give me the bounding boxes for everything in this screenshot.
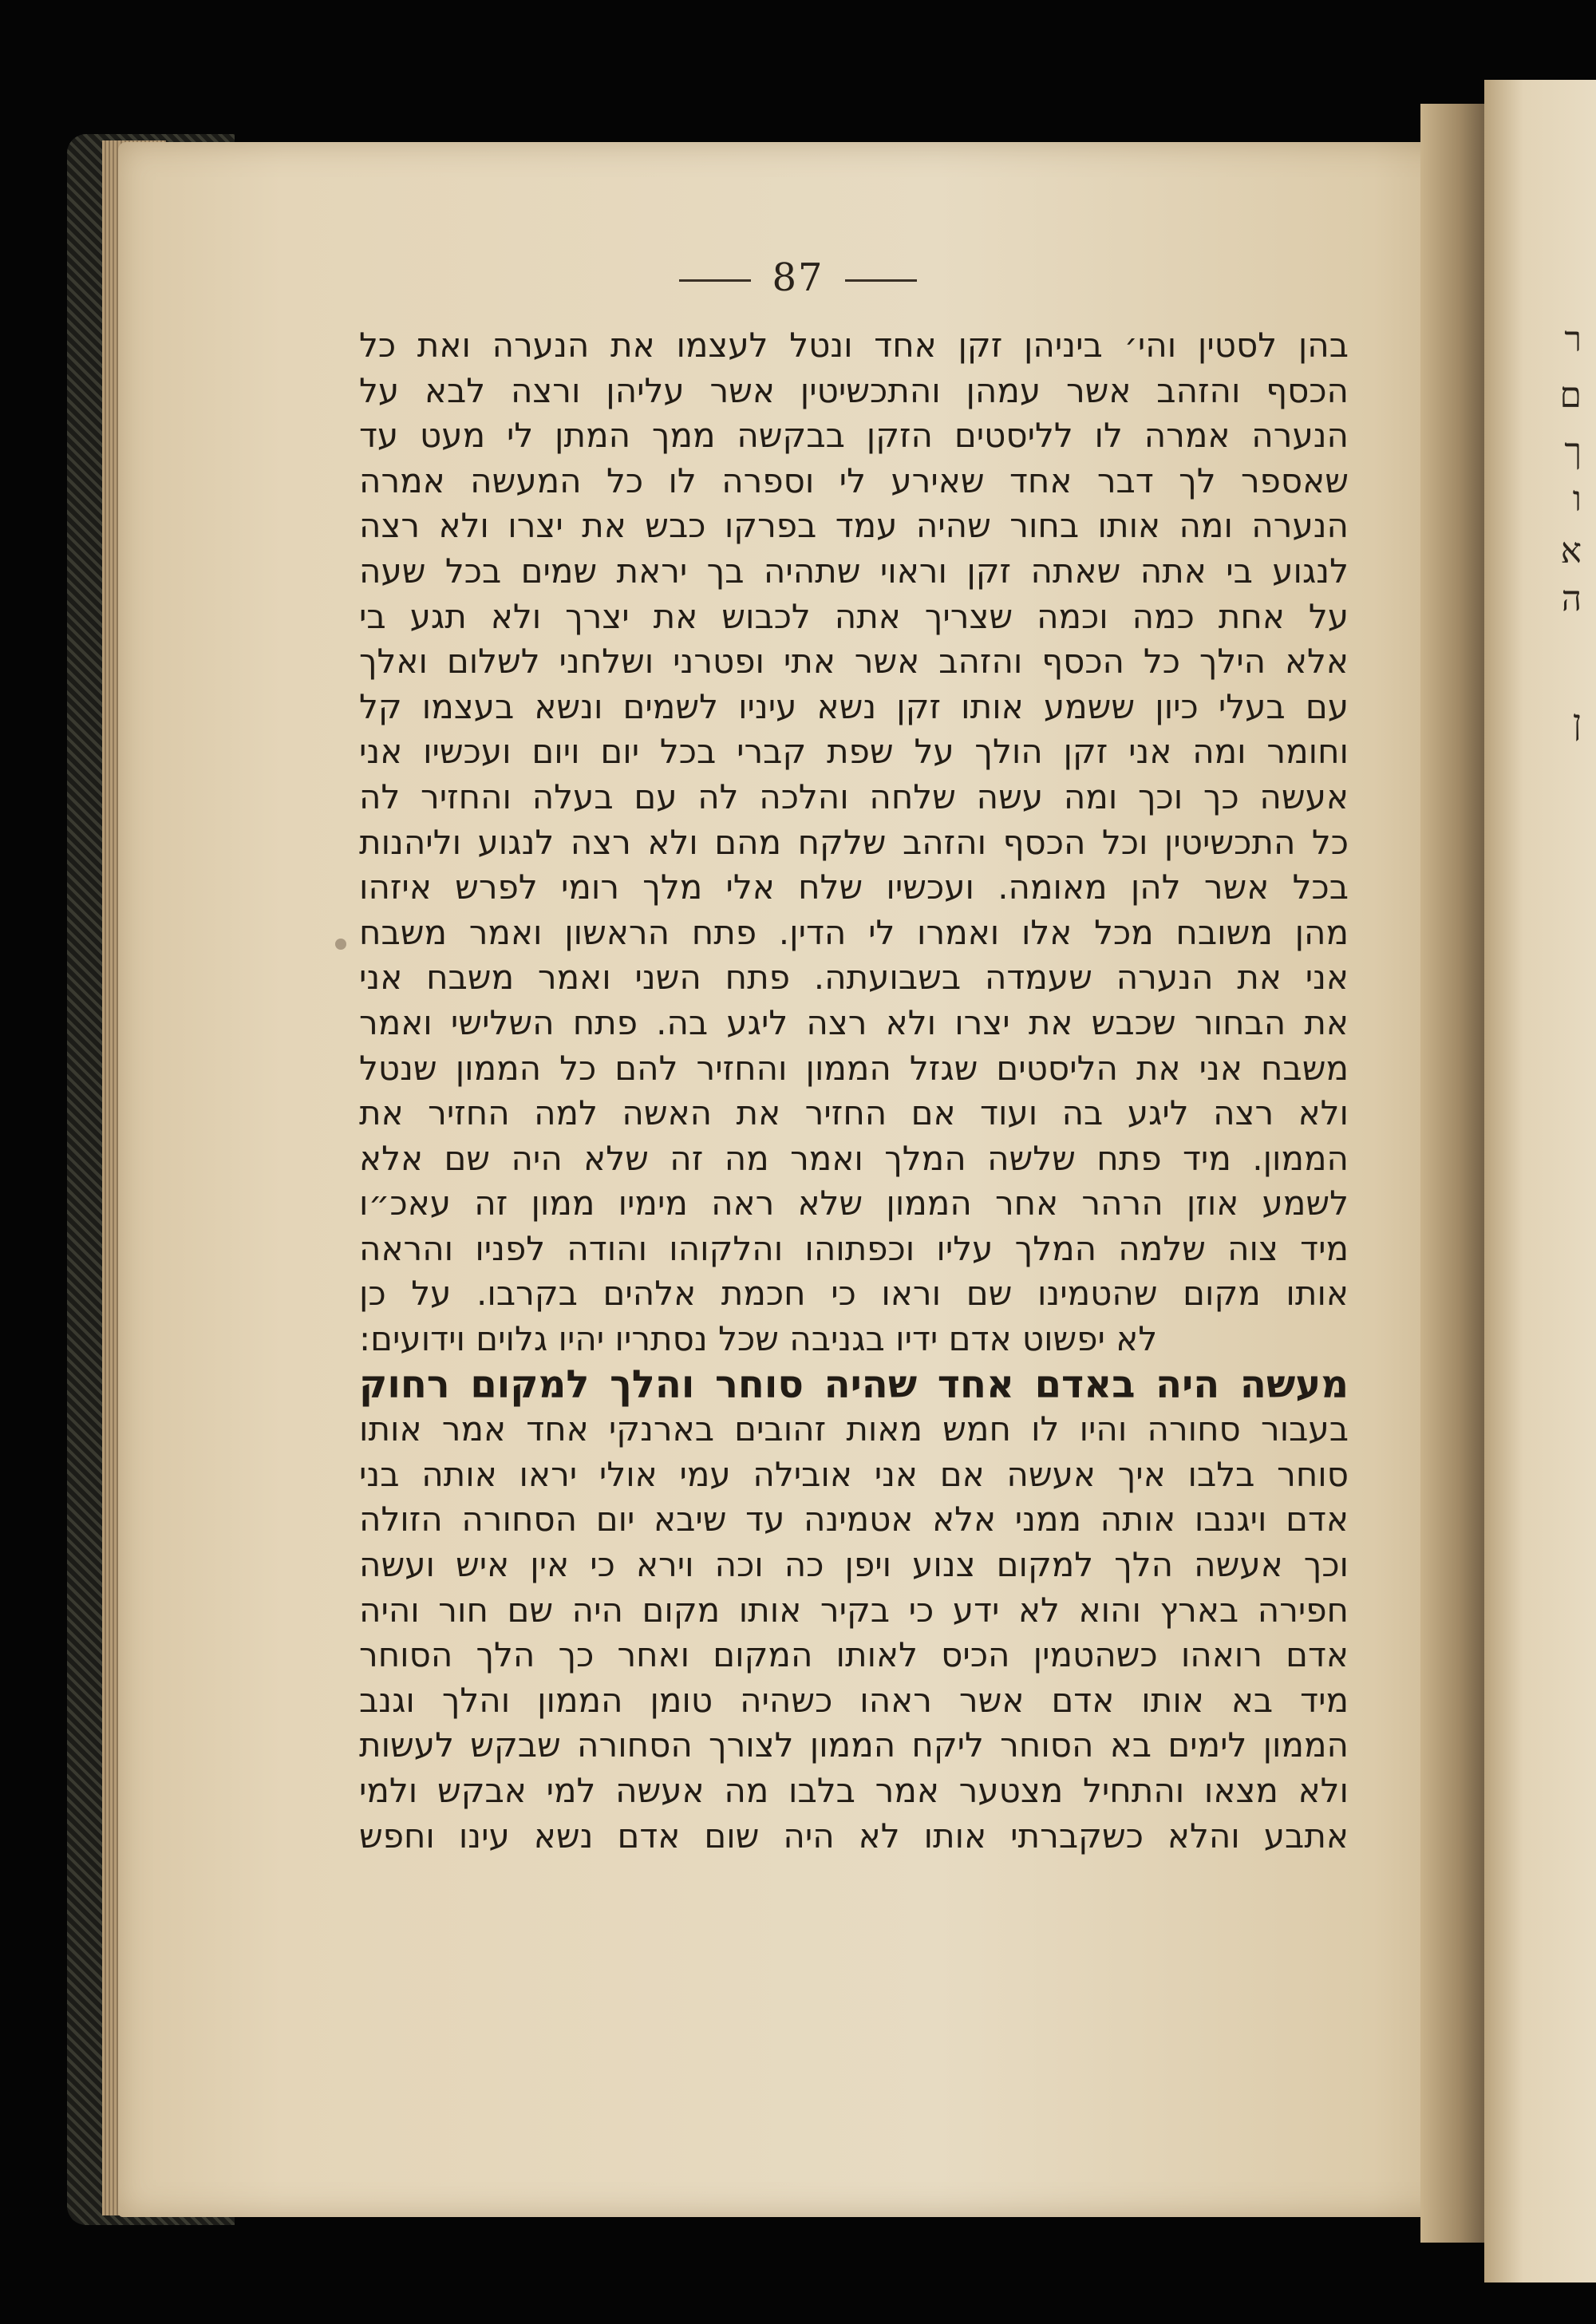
text-line: לנגוע בי אתה שאתה זקן וראוי שתהיה בך יראת שמים בכל שעה	[359, 551, 1349, 591]
text-line: אעשה כך וכך ומה עשה שלחה והלכה לה עם בעלה והחזיר לה	[359, 777, 1349, 816]
text-line: אותו מקום שהטמינו שם וראו כי חכמת אלהים בקרבו. על כן	[359, 1274, 1349, 1314]
text-line: סוחר בלבו איך אעשה אם אני אובילה עמי אולי יראו אותה בני	[359, 1454, 1349, 1494]
right-page-fragment: ר	[1564, 319, 1582, 360]
text-line: שאספר לך דבר אחד שאירע לי וספרה לו כל המעשה אמרה	[359, 460, 1349, 500]
right-page-fragment: ן	[1572, 702, 1582, 743]
text-line: בכל אשר להן מאומה. ועכשיו שלח אלי מלך רומי לפרש איזהו	[359, 868, 1349, 907]
text-line: בעבור סחורה והיו לו חמש מאות זהובים בארנקי אחד אמר אותו	[359, 1409, 1349, 1449]
text-line: הממון. מיד פתח שלשה המלך ואמר מה זה שלא היה שם אלא	[359, 1138, 1349, 1178]
text-line: ולא רצה ליגע בה ועוד אם החזיר את האשה למה החזיר את	[359, 1093, 1349, 1133]
text-line: הממון לימים בא הסוחר ליקח הממון לצורך הסחורה שבקש לעשות	[359, 1725, 1349, 1765]
header-rule-right	[845, 279, 917, 282]
text-line: חפירה בארץ והוא לא ידע כי בקיר אותו מקום היה שם חור והיה	[359, 1590, 1349, 1630]
text-line: אלא הילך כל הכסף והזהב אשר אתי ופטרני ושלחני לשלום ואלך	[359, 642, 1349, 682]
text-line: כל התכשיטין וכל הכסף והזהב שלקח מהם ולא רצה לנגוע וליהנות	[359, 822, 1349, 862]
text-line: אדם רואהו כשהטמין הכיס לאותו המקום ואחר כך הלך הסוחר	[359, 1635, 1349, 1675]
text-line: וכך אעשה הלך למקום צנוע ויפן כה וכה וירא כי אין איש ועשה	[359, 1545, 1349, 1585]
text-line: אדם ויגנבו אותה ממני אלא אטמינה עד שיבא יום הסחורה הזולה	[359, 1500, 1349, 1539]
text-line: לא יפשוט אדם ידיו בגניבה שכל נסתריו יהיו גלוים וידועים:	[359, 1319, 1158, 1359]
text-line: משבח אני את הליסטים שגזל הממון והחזיר להם כל הממון שנטל	[359, 1048, 1349, 1088]
text-line: בהן לסטין והי׳ ביניהן זקן אחד ונטל לעצמו את הנערה ואת כל	[359, 326, 1349, 365]
text-line: מיד צוה שלמה המלך עליו וכפתוהו והלקוהו והודה לפניו והראה	[359, 1228, 1349, 1268]
right-page-fragment: ה	[1561, 579, 1582, 619]
text-line: את הבחור שכבש את יצרו ולא רצה ליגע בה. פתח השלישי ואמר	[359, 1002, 1349, 1042]
body-text	[359, 323, 1349, 1859]
text-line: וחומר ומה אני זקן הולך על שפת קברי בכל יום ויום ועכשיו אני	[359, 732, 1349, 772]
right-page-fragment: ו	[1572, 479, 1582, 520]
page-number: 87	[772, 255, 824, 300]
text-line: הכסף והזהב אשר עמהן והתכשיטין אשר עליהן ורצה לבא על	[359, 370, 1349, 410]
header-rule-left	[679, 279, 751, 282]
text-line: אתבע והלא כשקברתי אותו לא היה שום אדם נשא עינו וחפש	[359, 1816, 1349, 1856]
text-line: אני את הנערה שעמדה בשבועתה. פתח השני ואמר משבח אני	[359, 958, 1349, 998]
right-page	[1484, 80, 1596, 2282]
right-page-fragment: א	[1560, 531, 1582, 571]
text-line: מיד בא אותו אדם אשר ראהו כשהיה טומן הממון והלך וגנב	[359, 1680, 1349, 1720]
text-line: מהן משובח מכל אלו ואמרו לי הדין. פתח הראשון ואמר משבח	[359, 912, 1349, 952]
text-line: לשמע אוזן הרהר אחר הממון שלא ראה מימיו ממון זה עאכ״ו	[359, 1184, 1349, 1223]
text-line-section-start: מעשה היה באדם אחד שהיה סוחר והלך למקום רחוק	[359, 1362, 1349, 1407]
ink-spot	[335, 939, 346, 950]
text-line: עם בעלי כיון ששמע אותו זקן נשא עיניו לשמים ונשא בעצמו קל	[359, 686, 1349, 726]
right-page-fragment: ך	[1564, 431, 1582, 472]
text-line: הנערה ומה אותו בחור שהיה עמד בפרקו כבש את יצרו ולא רצה	[359, 506, 1349, 546]
text-line: הנערה אמרה לו לליסטים הזקן בבקשה ממך המתן לי מעט עד	[359, 416, 1349, 456]
text-line: על אחת כמה וכמה שצריך אתה לכבוש את יצרך ולא תגע בי	[359, 596, 1349, 636]
page-number-header	[0, 255, 1596, 300]
text-line: ולא מצאו והתחיל מצטער אמר בלבו מה אעשה למי אבקש ולמי	[359, 1771, 1349, 1810]
right-page-fragment: ם	[1559, 375, 1582, 416]
